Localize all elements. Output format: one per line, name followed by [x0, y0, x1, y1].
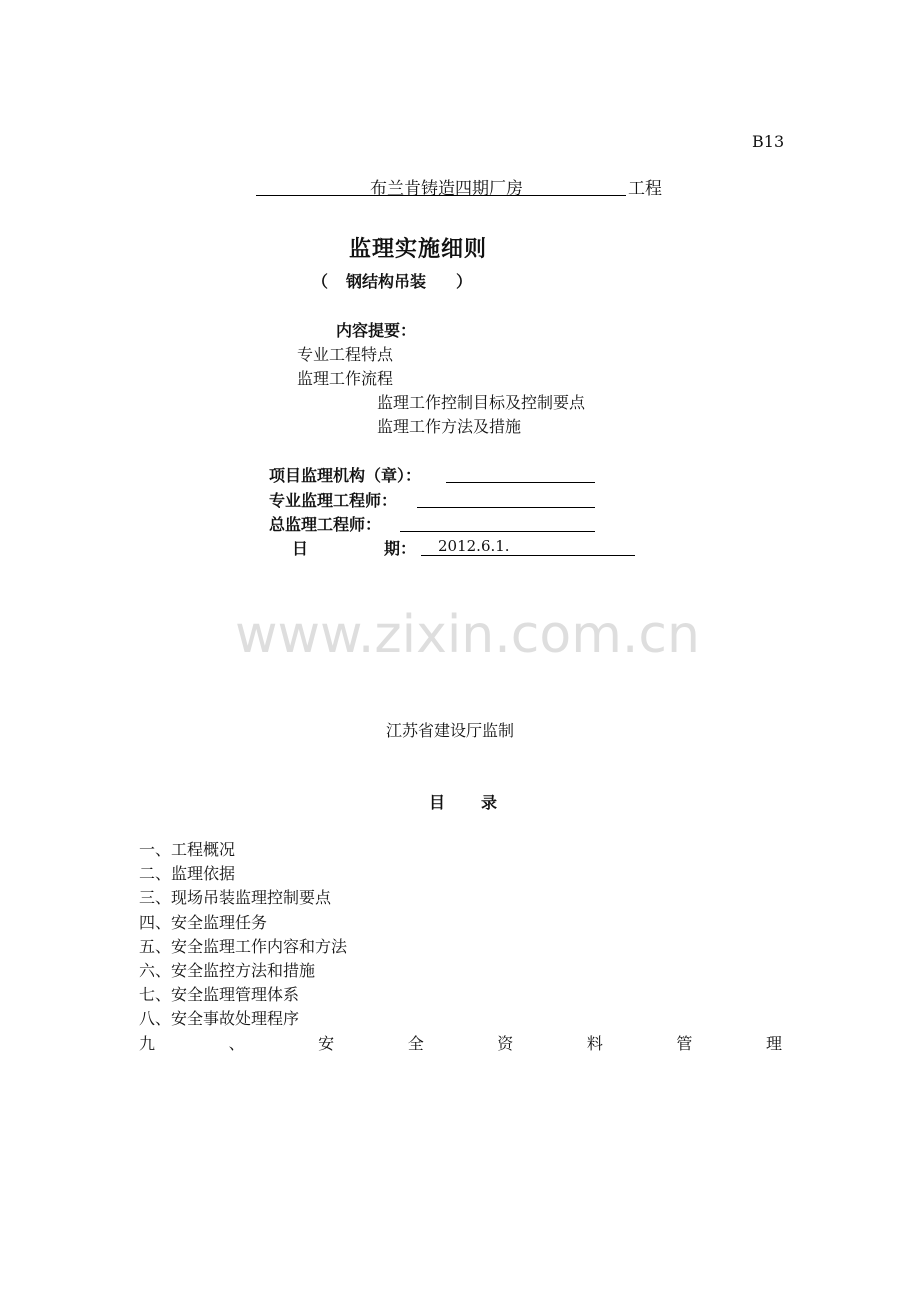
- toc-char: 理: [765, 1034, 782, 1053]
- summary-item: 监理工作控制目标及控制要点: [377, 393, 586, 412]
- subtitle-text: 钢结构吊装: [346, 272, 427, 291]
- toc-item: 二、监理依据: [139, 864, 236, 884]
- toc-item: 七、安全监理管理体系: [139, 985, 300, 1005]
- toc-char: 全: [407, 1034, 424, 1053]
- summary-item: 监理工作流程: [297, 369, 394, 388]
- toc-item: 八、安全事故处理程序: [139, 1009, 300, 1029]
- toc-title: [429, 790, 497, 813]
- toc-item: 六、安全监控方法和措施: [139, 960, 316, 980]
- project-name: 布兰肯铸造四期厂房: [370, 179, 523, 199]
- watermark-text: www.zixin.com.cn: [235, 605, 700, 665]
- toc-char: 、: [228, 1034, 245, 1053]
- subtitle-open-paren: （: [312, 272, 329, 291]
- date-value: 2012.6.1.: [438, 537, 510, 555]
- toc-list: [139, 838, 347, 1032]
- toc-item-justified: [139, 1031, 782, 1054]
- document-subtitle: [312, 269, 472, 292]
- document-code: B13: [752, 132, 785, 151]
- chief-engineer-line: [400, 513, 595, 532]
- project-suffix: 工程: [628, 179, 662, 199]
- toc-char: 资: [497, 1034, 514, 1053]
- summary-item: 专业工程特点: [297, 345, 394, 364]
- toc-title-char1: 目: [429, 793, 446, 812]
- subtitle-close-paren: ）: [456, 272, 473, 291]
- chief-engineer-label: 总监理工程师：: [269, 515, 382, 534]
- specialist-engineer-line: [417, 489, 595, 508]
- specialist-engineer-label: 专业监理工程师：: [269, 491, 398, 510]
- document-title: 监理实施细则: [349, 237, 488, 262]
- summary-label: 内容提要：: [336, 321, 417, 340]
- toc-item: 五、安全监理工作内容和方法: [139, 936, 348, 956]
- toc-char: 安: [318, 1034, 335, 1053]
- issuer-text: 江苏省建设厅监制: [386, 721, 515, 740]
- toc-title-char2: 录: [481, 793, 498, 812]
- summary-item: 监理工作方法及措施: [377, 417, 522, 436]
- toc-item: 三、现场吊装监理控制要点: [139, 888, 332, 908]
- toc-char: 料: [586, 1034, 603, 1053]
- toc-item: 一、工程概况: [139, 840, 236, 859]
- toc-char: 管: [676, 1034, 693, 1053]
- date-label-char1: 日: [292, 539, 309, 558]
- org-seal-line: [446, 464, 595, 483]
- toc-char: 九: [139, 1034, 156, 1053]
- date-label-char2: 期：: [384, 539, 417, 558]
- org-seal-label: 项目监理机构（章）：: [269, 466, 422, 485]
- toc-item: 四、安全监理任务: [139, 912, 268, 932]
